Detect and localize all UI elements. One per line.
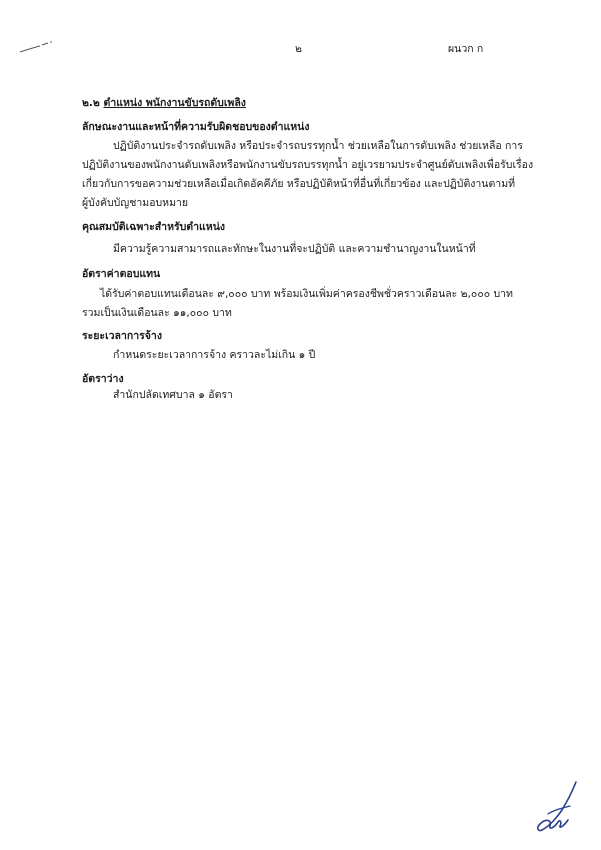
vacancy-text: สำนักปลัดเทศบาล ๑ อัตรา — [113, 389, 233, 401]
page-number: ๒ — [295, 43, 302, 55]
section-title — [82, 94, 246, 112]
vacancy-heading: อัตราว่าง — [82, 373, 124, 385]
employment-period-heading: ระยะเวลาการจ้าง — [82, 330, 162, 342]
duties-heading: ลักษณะงานและหน้าที่ความรับผิดชอบของตำแหน่ง — [82, 121, 310, 133]
duties-line-2: ปฏิบัติงานของพนักงานดับเพลิงหรือพนักงานขับรถบรรทุกน้ำ อยู่เวรยามประจำศูนย์ดับเพลิงเพื่อรับเรื่อง — [82, 159, 534, 171]
qualifications-heading: คุณสมบัติเฉพาะสำหรับตำแหน่ง — [82, 221, 226, 233]
section-title-text: ตำแหน่ง พนักงานขับรถดับเพลิง — [103, 97, 246, 109]
scan-mark-icon — [18, 40, 54, 56]
compensation-heading: อัตราค่าตอบแทน — [82, 268, 161, 280]
employment-period-text: กำหนดระยะเวลาการจ้าง คราวละไม่เกิน ๑ ปี — [113, 349, 316, 361]
compensation-line-1: ได้รับค่าตอบแทนเดือนละ ๙,๐๐๐ บาท พร้อมเงินเพิ่มค่าครองชีพชั่วคราวเดือนละ ๒,๐๐๐ บาท — [100, 288, 513, 300]
qualifications-text: มีความรู้ความสามารถและทักษะในงานที่จะปฏิบัติ และความชำนาญงานในหน้าที่ — [113, 243, 476, 255]
signature-icon — [528, 778, 584, 836]
section-number: ๒.๒ — [82, 97, 100, 109]
compensation-line-2: รวมเป็นเงินเดือนละ ๑๑,๐๐๐ บาท — [82, 307, 232, 319]
duties-line-3: เกี่ยวกับการขอความช่วยเหลือเมื่อเกิดอัคคีภัย หรือปฏิบัติหน้าที่อื่นที่เกี่ยวข้อง และปฏิบัติงานตามที่ — [82, 178, 516, 190]
annex-label: ผนวก ก — [448, 43, 484, 55]
duties-line-1: ปฏิบัติงานประจำรถดับเพลิง หรือประจำรถบรรทุกน้ำ ช่วยเหลือในการดับเพลิง ช่วยเหลือ การ — [113, 140, 523, 152]
duties-line-4: ผู้บังคับบัญชามอบหมาย — [82, 197, 189, 209]
